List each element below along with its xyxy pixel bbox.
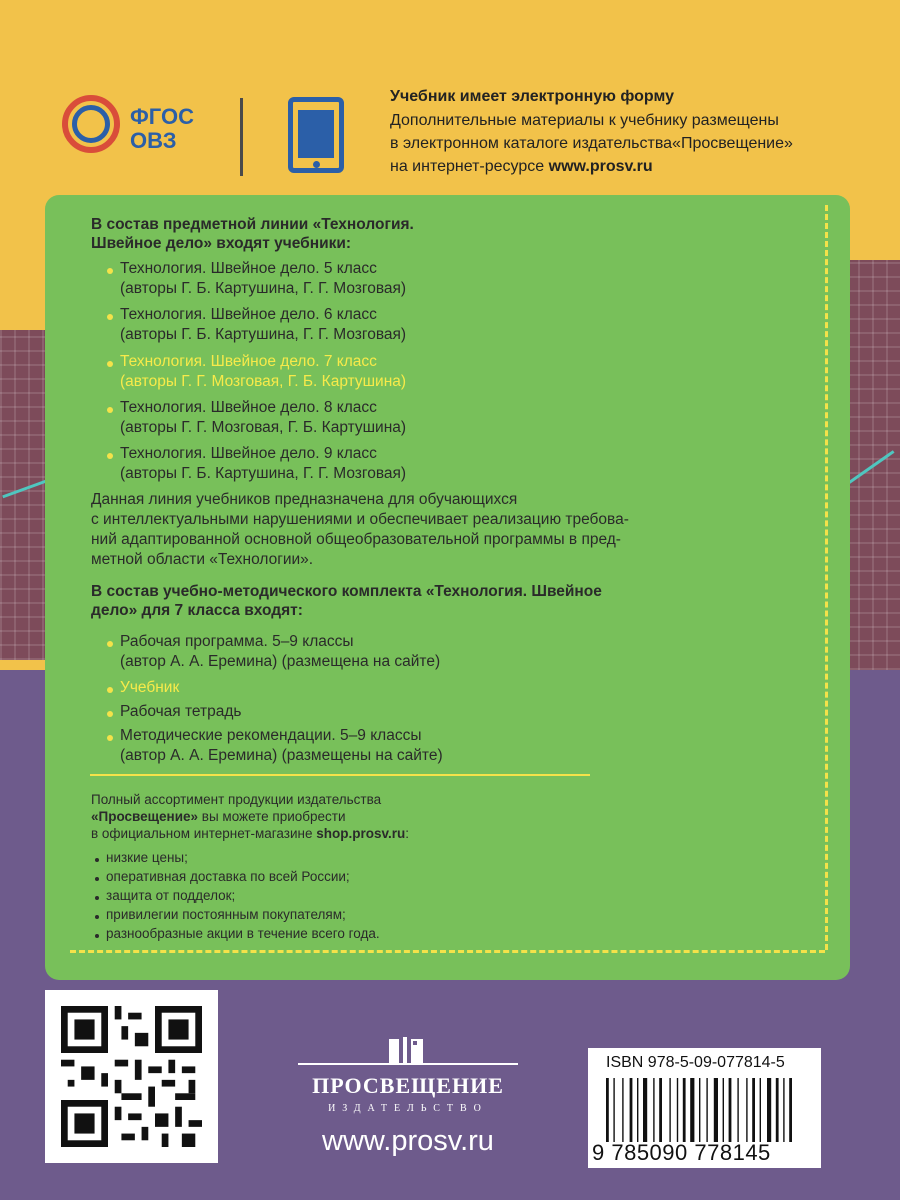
barcode-bar <box>783 1078 784 1142</box>
book-7-authors: (авторы Г. Г. Мозговая, Г. Б. Картушина) <box>120 373 407 390</box>
kit-item-guidelines-author: (автор А. А. Еремина) (размещены на сайте) <box>120 747 443 764</box>
kit-heading-line-2: дело» для 7 класса входят: <box>91 602 303 619</box>
barcode-bar <box>776 1078 779 1142</box>
barcode-bar <box>643 1078 647 1142</box>
barcode-bar <box>767 1078 771 1142</box>
fgos-label: ФГОС <box>130 104 194 129</box>
description-line-4: метной области «Технологии». <box>91 551 314 568</box>
list-bullet <box>107 268 113 274</box>
ovz-label: ОВЗ <box>130 128 177 153</box>
barcode-bar <box>669 1078 670 1142</box>
electronic-form-line-1: Дополнительные материалы к учебнику размещены <box>390 112 779 129</box>
shop-line-2: «Просвещение» вы можете приобрести <box>91 809 346 824</box>
electronic-form-line-3: на интернет-ресурсе www.prosv.ru <box>390 158 653 175</box>
barcode-bar <box>622 1078 623 1142</box>
isbn-number: ISBN 978-5-09-077814-5 <box>606 1054 785 1071</box>
barcode-bar <box>729 1078 732 1142</box>
publisher-logo-icon <box>385 1037 431 1063</box>
list-bullet <box>95 915 99 919</box>
list-bullet <box>95 858 99 862</box>
book-6-authors: (авторы Г. Б. Картушина, Г. Г. Мозговая) <box>120 326 407 343</box>
barcode-bar <box>789 1078 792 1142</box>
list-bullet <box>107 453 113 459</box>
benefit-loyalty: привилегии постоянным покупателям; <box>106 907 346 922</box>
electronic-form-line-2: в электронном каталоге издательства«Просвещение» <box>390 135 793 152</box>
barcode-bar <box>653 1078 654 1142</box>
barcode-bar <box>752 1078 755 1142</box>
publisher-url[interactable]: www.prosv.ru <box>322 1125 494 1157</box>
barcode-bar <box>714 1078 718 1142</box>
list-bullet <box>107 314 113 320</box>
barcode-bar <box>690 1078 694 1142</box>
barcode-bar <box>699 1078 700 1142</box>
shop-url-link[interactable]: shop.prosv.ru <box>316 826 406 841</box>
kit-item-guidelines: Методические рекомендации. 5–9 классы <box>120 727 422 744</box>
tablet-icon <box>288 97 344 173</box>
list-bullet <box>107 407 113 413</box>
kit-item-program: Рабочая программа. 5–9 классы <box>120 633 354 650</box>
book-8-authors: (авторы Г. Г. Мозговая, Г. Б. Картушина) <box>120 419 407 436</box>
book-9-authors: (авторы Г. Б. Картушина, Г. Г. Мозговая) <box>120 465 407 482</box>
benefit-promotions: разнообразные акции в течение всего года. <box>106 926 380 941</box>
book-9-title: Технология. Швейное дело. 9 класс <box>120 445 377 462</box>
barcode-digits: 9 785090 778145 <box>592 1140 771 1165</box>
list-bullet <box>107 641 113 647</box>
barcode-bars-icon <box>606 1078 806 1142</box>
benefit-low-prices: низкие цены; <box>106 850 188 865</box>
publisher-subtitle: ИЗДАТЕЛЬСТВО <box>328 1103 488 1114</box>
list-bullet <box>95 877 99 881</box>
description-line-3: ний адаптированной основной общеобразовательной программы в пред- <box>91 531 621 548</box>
list-bullet <box>107 735 113 741</box>
list-bullet <box>107 687 113 693</box>
barcode-bar <box>723 1078 724 1142</box>
barcode-bar <box>677 1078 678 1142</box>
tablet-button-icon <box>313 161 320 168</box>
prosv-url-link[interactable]: www.prosv.ru <box>548 158 653 175</box>
series-heading-line-1: В состав предметной линии «Технология. <box>91 216 414 233</box>
shop-line-3: в официальном интернет-магазине shop.prosv.ru: <box>91 826 410 841</box>
list-bullet <box>95 934 99 938</box>
barcode-bar <box>637 1078 638 1142</box>
isbn-barcode <box>588 1048 821 1168</box>
benefit-counterfeit-protection: защита от подделок; <box>106 888 236 903</box>
panel-dashed-border-right <box>825 205 828 950</box>
barcode-bar <box>760 1078 761 1142</box>
barcode-bar <box>659 1078 662 1142</box>
kit-heading-line-1: В состав учебно-методического комплекта «Технология. Швейное <box>91 583 602 600</box>
barcode-bar <box>683 1078 686 1142</box>
book-5-title: Технология. Швейное дело. 5 класс <box>120 260 377 277</box>
kit-item-textbook: Учебник <box>120 679 180 696</box>
barcode-bar <box>737 1078 738 1142</box>
publisher-name: ПРОСВЕЩЕНИЕ <box>312 1073 504 1098</box>
fgos-inner-circle-icon <box>72 105 110 143</box>
description-line-2: с интеллектуальными нарушениями и обеспечивает реализацию требова- <box>91 511 629 528</box>
list-bullet <box>107 711 113 717</box>
series-heading-line-2: Швейное дело» входят учебники: <box>91 235 352 252</box>
list-bullet <box>95 896 99 900</box>
book-5-authors: (авторы Г. Б. Картушина, Г. Г. Мозговая) <box>120 280 407 297</box>
barcode-bar <box>746 1078 747 1142</box>
book-6-title: Технология. Швейное дело. 6 класс <box>120 306 377 323</box>
header-divider <box>240 98 243 176</box>
qr-code[interactable] <box>45 990 218 1163</box>
book-7-title: Технология. Швейное дело. 7 класс <box>120 353 377 370</box>
barcode-bar <box>606 1078 609 1142</box>
barcode-bar <box>706 1078 707 1142</box>
book-8-title: Технология. Швейное дело. 8 класс <box>120 399 377 416</box>
list-bullet <box>107 361 113 367</box>
tablet-screen-icon <box>298 110 334 158</box>
qr-code-pattern-icon <box>61 1006 202 1147</box>
shop-line-1: Полный ассортимент продукции издательства <box>91 792 382 807</box>
section-separator <box>90 774 590 776</box>
kit-item-workbook: Рабочая тетрадь <box>120 703 242 720</box>
benefit-delivery: оперативная доставка по всей России; <box>106 869 350 884</box>
publisher-rule <box>298 1063 518 1065</box>
barcode-bar <box>630 1078 633 1142</box>
description-line-1: Данная линия учебников предназначена для обучающихся <box>91 491 518 508</box>
barcode-bar <box>613 1078 614 1142</box>
kit-item-program-author: (автор А. А. Еремина) (размещена на сайте) <box>120 653 441 670</box>
electronic-form-title: Учебник имеет электронную форму <box>390 88 674 105</box>
panel-dashed-border-bottom <box>70 950 825 953</box>
